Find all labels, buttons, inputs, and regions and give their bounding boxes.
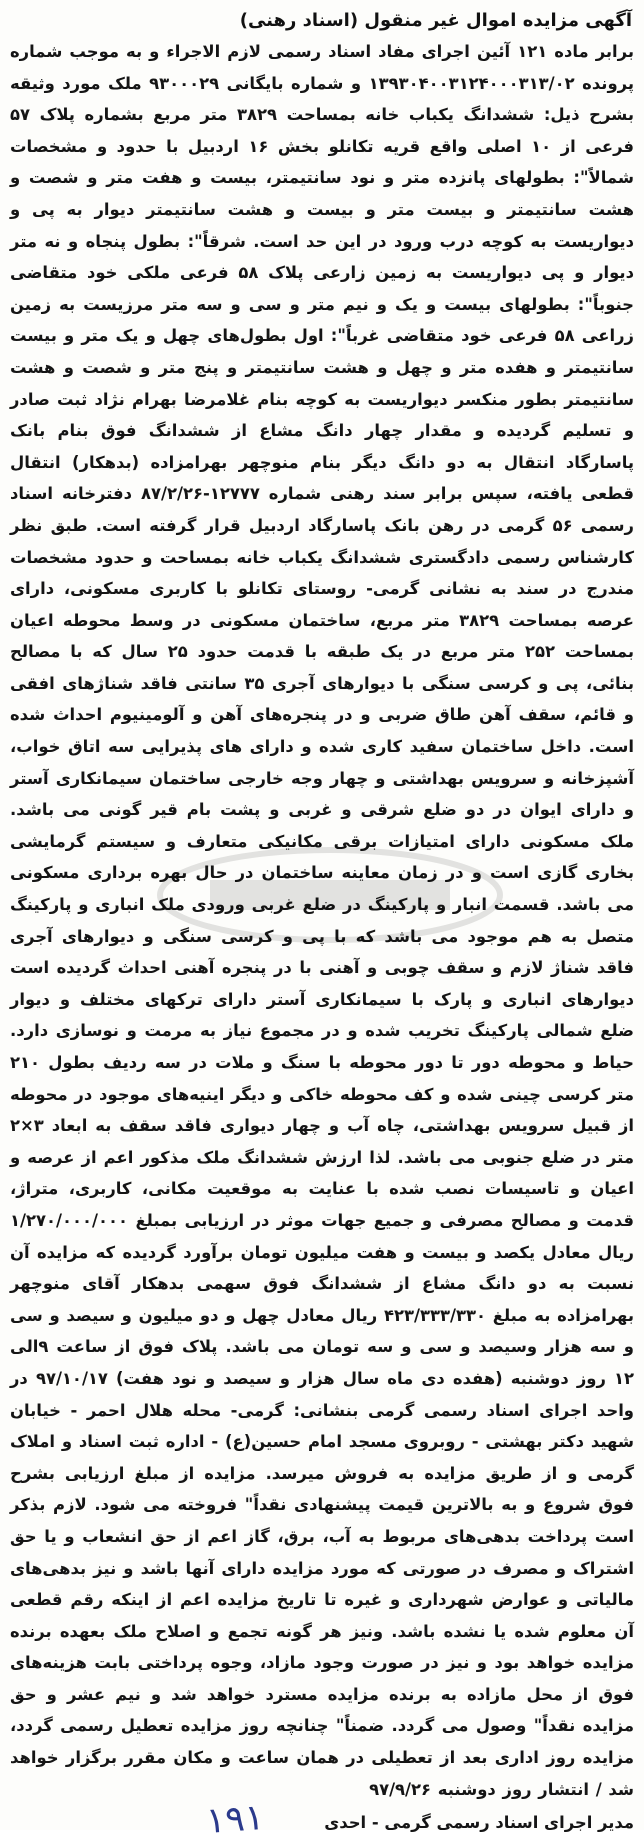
- handwritten-number: ۱۹۱: [204, 1797, 266, 1843]
- signature-row: [10, 1797, 634, 1845]
- notice-signature: مدیر اجرای اسناد رسمی گرمی - احدی: [324, 1813, 634, 1833]
- notice-title: آگهی مزایده اموال غیر منقول (اسناد رهنی): [239, 10, 632, 31]
- notice-body: برابر ماده ۱۲۱ آئین اجرای مفاد اسناد رسمی لازم الاجراء و به موجب شماره پرونده ۱۳۹۳۰۴۰۰۳۱۲۴۰۰۰۳۱۳/۰۲ و شماره بایگانی ۹۳۰۰۰۲۹ ملک مورد وثیقه بشرح ذیل: ششدانگ یکباب خانه بمساحت ۳۸۲۹ متر مربع بشماره پلاک ۵۷ فرعی از ۱۰ اصلی واقع قریه تکانلو بخش ۱۶ اردبیل با حدود و مشخصات شمالاً": بطولهای پانزده متر و نود سانتیمتر، بیست و هفت متر و شصت و هشت سانتیمتر و بیست متر و بیست و هشت سانتیمتر دیوار به پی و دیواریست به کوچه درب ورود در این حد است. شرقاً": بطول پنجاه و نه متر دیوار و پی دیواریست به زمین زارعی پلاک ۵۸ فرعی ملکی خود متقاضی جنوباً": بطولهای بیست و یک و نیم متر و سی و سه متر مرزیست به زمین زراعی ۵۸ فرعی خود متقاضی غرباً": اول بطول‌های چهل و یک متر و بیست سانتیمتر و هفده متر و چهل و هشت سانتیمتر و پنج متر و شصت و هشت سانتیمتر بطور منکسر دیواریست به کوچه بنام غلامرضا بهرام نژاد ثبت صادر و تسلیم گردیده و مقدار چهار دانگ مشاع از ششدانگ فوق بنام بانک پاسارگاد انتقال به دو دانگ دیگر بنام منوچهر بهرامزاده (بدهکار) انتقال قطعی یافته، سپس برابر سند رهنی شماره ۱۲۷۷۷-۸۷/۲/۲۶ دفترخانه اسناد رسمی ۵۶ گرمی در رهن بانک پاسارگاد اردبیل قرار گرفته است. طبق نظر کارشناس رسمی دادگستری ششدانگ یکباب خانه بمساحت و حدود مشخصات مندرج در سند به نشانی گرمی- روستای تکانلو با کاربری مسکونی، دارای عرصه بمساحت ۳۸۲۹ متر مربع، ساختمان مسکونی در وسط محوطه اعیان بمساحت ۲۵۲ متر مربع در یک طبقه با قدمت حدود ۲۵ سال که با مصالح بنائی، پی و کرسی سنگی با دیوارهای آجری ۳۵ سانتی فاقد شناژهای افقی و قائم، سقف آهن طاق ضربی و در پنجره‌های آهن و آلومینیوم احداث شده است. داخل ساختمان سفید کاری شده و دارای های پذیرایی سه اتاق خواب، آشپزخانه و سرویس بهداشتی و چهار وجه خارجی ساختمان سیمانکاری آستر و دارای ایوان در دو ضلع شرقی و غربی و پشت بام قیر گونی می باشد. ملک مسکونی دارای امتیازات برقی مکانیکی متعارف و سیستم گرمایشی بخاری گازی است و در زمان معاینه ساختمان در حال بهره برداری مسکونی می باشد. قسمت انبار و پارکینگ در ضلع غربی ورودی ملک انباری و پارکینگ متصل به هم موجود می باشد که با پی و کرسی سنگی و دیوارهای آجری فاقد شناژ لازم و سقف چوبی و آهنی با در پنجره آهنی احداث گردیده است دیوارهای انباری و پارک با سیمانکاری آستر دارای ترکهای مختلف و دیوار ضلع شمالی پارکینگ تخریب شده و در مجموع نیاز به مرمت و نوسازی دارد. حیاط و محوطه دور تا دور محوطه با سنگ و ملات در سه ردیف بطول ۲۱۰ متر کرسی چینی شده و کف محوطه خاکی و دیگر اینیه‌های موجود در محوطه از قبیل سرویس بهداشتی، چاه آب و چهار دیواری فاقد سقف به ابعاد ۳×۲ متر در ضلع جنوبی می باشد. لذا ارزش ششدانگ ملک مذکور اعم از عرصه و اعیان و تاسیسات نصب شده با عنایت به موقعیت مکانی، کاربری، متراژ، قدمت و مصالح مصرفی و جمیع جهات موثر در ارزیابی بمبلغ ۱/۲۷۰/۰۰۰/۰۰۰ ریال معادل یکصد و بیست و هفت میلیون تومان برآورد گردیده که مزایده آن نسبت به دو دانگ مشاع از ششدانگ فوق سهمی بدهکار آقای منوچهر بهرامزاده به مبلغ ۴۲۳/۳۳۳/۳۳۰ ریال معادل چهل و دو میلیون و سیصد و سی و سه هزار وسیصد و سی و سه تومان می باشد. پلاک فوق از ساعت ۹الی ۱۲ روز دوشنبه (هفده دی ماه سال هزار و سیصد و نود هفت) ۹۷/۱۰/۱۷ در واحد اجرای اسناد رسمی گرمی بنشانی: گرمی- محله هلال احمر - خیابان شهید دکتر بهشتی - روبروی مسجد امام حسین(ع) - اداره ثبت اسناد و املاک گرمی و از طریق مزایده به فروش میرسد. مزایده از مبلغ ارزیابی بشرح فوق شروع و به بالاترین قیمت پیشنهادی نقداً" فروخته می شود. لازم بذکر است پرداخت بدهی‌های مربوط به آب، برق، گاز اعم از حق انشعاب و یا حق اشتراک و مصرف در صورتی که مورد مزایده دارای آنها باشد و نیز بدهی‌های مالیاتی و عوارض شهرداری و غیره تا تاریخ مزایده اعم از اینکه رقم قطعی آن معلوم شده یا نشده باشد. ونیز هر گونه تجمع و اصلاح ملک بعهده برنده مزایده خواهد بود و نیز در صورت وجود مازاد، وجوه پرداختی بابت هزینه‌های فوق از محل مازاده به برنده مزایده مسترد خواهد شد و نیم عشر و حق مزایده نقداً" وصول می گردد. ضمناً" چنانچه روز مزایده تعطیل رسمی گردد، مزایده روز اداری بعد از تعطیلی در همان ساعت و مکان مقرر برگزار خواهد شد / انتشار روز دوشنبه ۹۷/۹/۲۶: [10, 42, 635, 1799]
